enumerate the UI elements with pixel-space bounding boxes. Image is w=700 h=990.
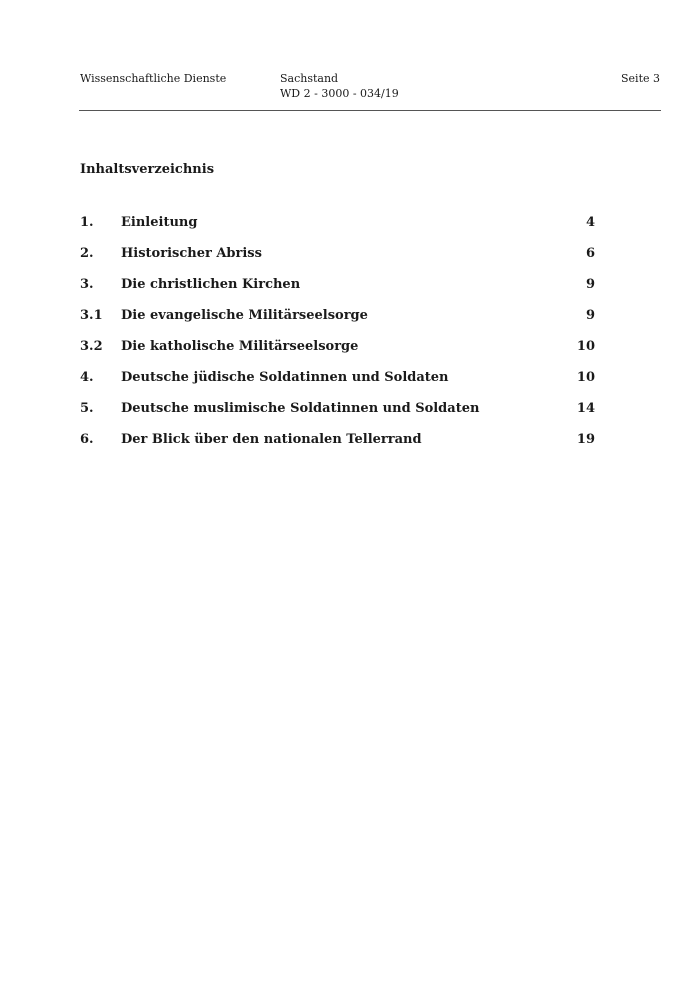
toc-entry-title: Der Blick über den nationalen Tellerrand	[121, 432, 422, 447]
toc-entry-title: Deutsche jüdische Soldatinnen und Soldaten	[121, 370, 449, 385]
header-organization: Wissenschaftliche Dienste	[80, 72, 227, 85]
toc-entry-page: 4	[585, 215, 595, 230]
toc-entry-page: 10	[576, 339, 595, 354]
toc-entry-number: 6.	[80, 432, 94, 447]
toc-entry-title: Historischer Abriss	[121, 246, 262, 261]
toc-entry-number: 3.2	[80, 339, 103, 354]
toc-entry-page: 6	[585, 246, 595, 261]
toc-entry-title: Die katholische Militärseelsorge	[121, 339, 359, 354]
toc-entry-title: Deutsche muslimische Soldatinnen und Soldaten	[121, 401, 480, 416]
toc-entry[interactable]	[80, 369, 595, 400]
toc-entry-title: Einleitung	[121, 215, 198, 230]
toc-entry-number: 5.	[80, 401, 94, 416]
toc-entry[interactable]	[80, 245, 595, 276]
toc-title: Inhaltsverzeichnis	[80, 162, 215, 177]
toc-entry-page: 10	[576, 370, 595, 385]
header-document-id: WD 2 - 3000 - 034/19	[280, 87, 399, 100]
toc-entry-number: 3.	[80, 277, 94, 292]
toc-entry-title: Die evangelische Militärseelsorge	[121, 308, 368, 323]
toc-entry[interactable]	[80, 431, 595, 462]
page-header	[80, 71, 660, 111]
header-page-number: Seite 3	[621, 72, 660, 85]
toc-entry[interactable]	[80, 400, 595, 431]
header-document-type: Sachstand	[280, 72, 339, 85]
toc-entry-number: 2.	[80, 246, 94, 261]
toc-entry[interactable]	[80, 307, 595, 338]
toc-entry[interactable]	[80, 338, 595, 369]
toc-entry[interactable]	[80, 214, 595, 245]
header-document-info	[280, 71, 399, 101]
toc-entry-number: 4.	[80, 370, 94, 385]
toc-entry-number: 3.1	[80, 308, 103, 323]
toc-entry-page: 9	[585, 277, 595, 292]
header-divider	[79, 110, 661, 111]
toc-entry-page: 19	[576, 432, 595, 447]
toc-entry-page: 14	[576, 401, 595, 416]
table-of-contents	[80, 214, 595, 462]
toc-entry-title: Die christlichen Kirchen	[121, 277, 301, 292]
toc-entry-page: 9	[585, 308, 595, 323]
toc-entry-number: 1.	[80, 215, 94, 230]
toc-entry[interactable]	[80, 276, 595, 307]
